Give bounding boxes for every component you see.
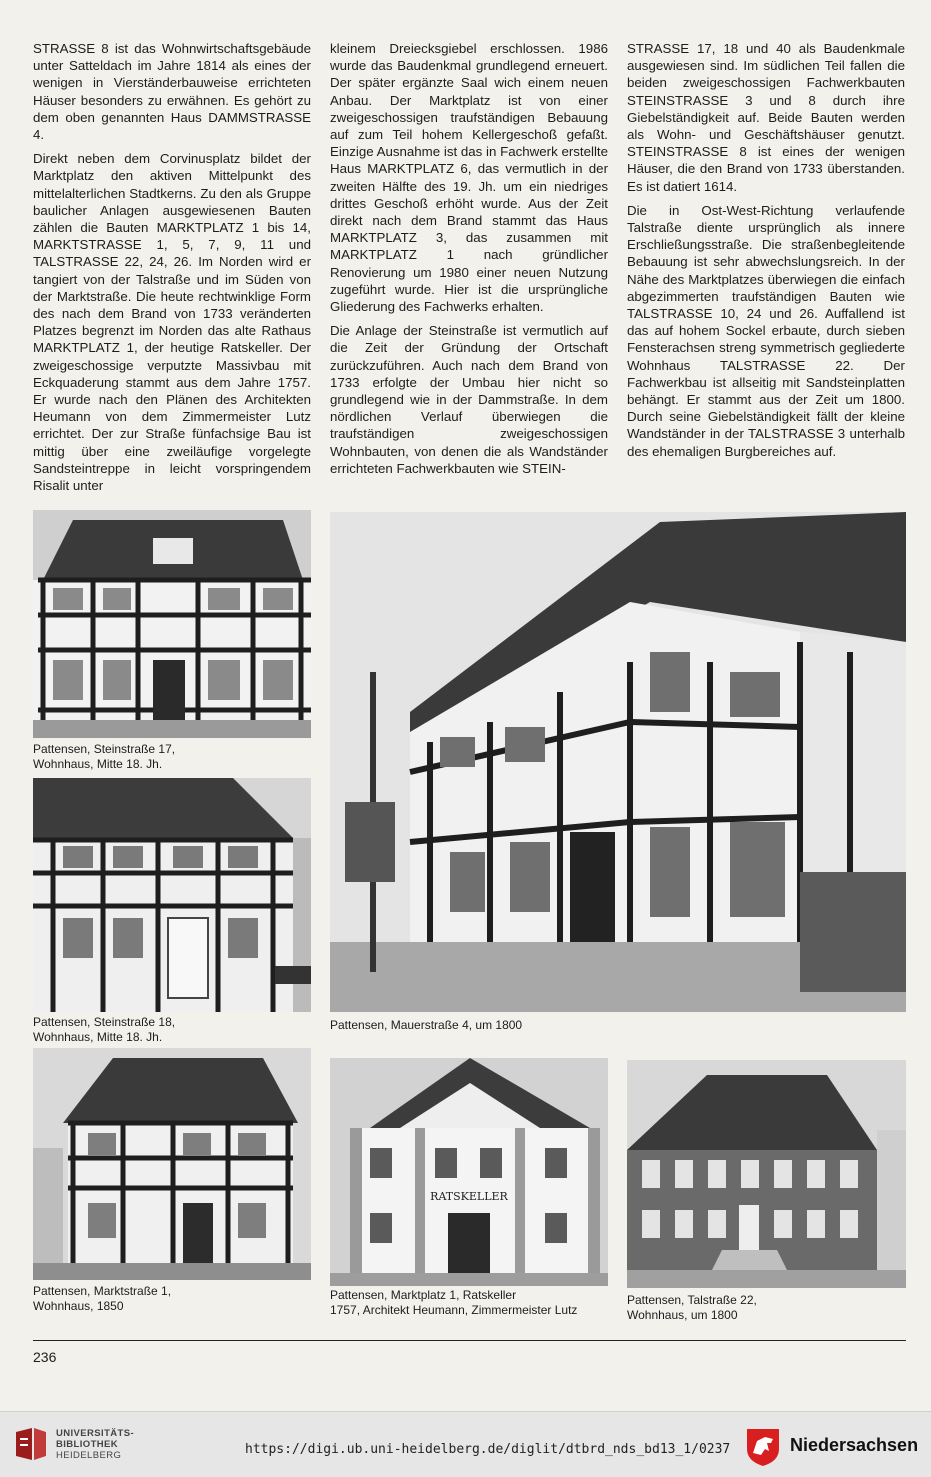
- caption-line: Pattensen, Steinstraße 17,: [33, 742, 176, 756]
- photo-talstrasse-22: [627, 1060, 906, 1288]
- caption-line: Wohnhaus, Mitte 18. Jh.: [33, 1029, 163, 1044]
- paragraph: Die Anlage der Steinstraße ist vermutlich auf die Zeit der Gründung der Ortschaft zurückzuführen. Auch nach dem Brand von 1733 erfolgte der Umbau hier nicht so grundlegend wie in der Dammstraße. In dem nördlichen Verlauf überwiegen die traufständigen zweigeschossigen Wohnbauten, von denen die als Wandständer errichteten Fachwerkbauten wie STEIN-: [330, 323, 608, 476]
- caption-steinstrasse-18: [33, 1015, 175, 1044]
- photo-marktstrasse-1: [33, 1048, 311, 1280]
- footer-rule: [33, 1340, 906, 1341]
- paragraph: kleinem Dreiecksgiebel erschlossen. 1986 wurde das Baudenkmal grundlegend erneuert. Der später ergänzte Saal wich einem neuen Anbau. Der Marktplatz ist von einer zweigeschossigen traufständigen Bebauung auf zum Teil hohem Kellergeschoß gefaßt. Einzige Ausnahme ist das in Fachwerk erstellte Haus MARKTPLATZ 6, das vermutlich in der zweiten Hälfte des 19. Jh. um ein niedriges drittes Geschoß erhöht wurde. Aus der Zeit direkt nach dem Brand stammt das Haus MARKTPLATZ 3, das zusammen mit MARKTPLATZ 1 nach gründlicher Renovierung um 1980 einer neuen Nutzung zugeführt wurde. Hier ist die ursprüngliche Gliederung des Fachwerks erhalten.: [330, 41, 608, 315]
- library-footer: [0, 1411, 931, 1477]
- library-name-line: BIBLIOTHEK: [56, 1439, 119, 1450]
- caption-marktstrasse-1: [33, 1284, 171, 1313]
- photo-steinstrasse-17: [33, 510, 311, 738]
- photo-steinstrasse-18: [33, 778, 311, 1012]
- caption-line: Pattensen, Talstraße 22,: [627, 1293, 757, 1307]
- page-number: 236: [33, 1349, 57, 1365]
- library-city: HEIDELBERG: [56, 1450, 122, 1461]
- paragraph: Die in Ost-West-Richtung verlaufende Talstraße diente ursprünglich als innere Erschließungsstraße. Die straßenbegleitende Bebauung ist sehr abwechslungsreich. In der Nähe des Marktplatzes überwiegen die einfach abgezimmerten traufständigen Bauten wie TALSTRASSE 10, 24 und 26. Auffallend ist das auf hohem Sockel erbaute, durch sieben Fensterachsen streng symmetrisch gegliederte Wohnhaus TALSTRASSE 22. Der Fachwerkbau ist allseitig mit Sandsteinplatten behängt. Er stammt aus der Zeit um 1800. Durch seine Giebelständigkeit fällt der kleine Wandständer in der TALSTRASSE 3 unterhalb des ehemaligen Burgbereiches auf.: [627, 202, 905, 459]
- photo-marktplatz-1-ratskeller: [330, 1058, 608, 1286]
- niedersachsen-coat-of-arms-icon: [745, 1427, 781, 1467]
- caption-line: Pattensen, Mauerstraße 4, um 1800: [330, 1018, 523, 1032]
- paragraph: STRASSE 8 ist das Wohnwirtschaftsgebäude unter Satteldach im Jahre 1814 als eines der wenigen in Vierständerbauweise errichteten Häuser besonders zu erwähnen. Es gehört zu dem oben genannten Haus DAMMSTRASSE 4.: [33, 41, 311, 143]
- library-name: [56, 1428, 134, 1461]
- caption-line: Pattensen, Marktstraße 1,: [33, 1284, 172, 1298]
- caption-line: Pattensen, Marktplatz 1, Ratskeller: [330, 1288, 517, 1302]
- caption-line: 1757, Architekt Heumann, Zimmermeister Lutz: [330, 1302, 578, 1317]
- text-column-2: [330, 40, 608, 484]
- caption-line: Pattensen, Steinstraße 18,: [33, 1015, 176, 1029]
- ratskeller-sign: RATSKELLER: [430, 1190, 508, 1203]
- paragraph: Direkt neben dem Corvinusplatz bildet der Marktplatz den aktiven Mittelpunkt des mittelalterlichen Stadtkerns. Zu den als Gruppe baulicher Anlagen ausgewiesenen Bauten zählen die Bauten MARKTPLATZ 1 bis 14, MARKTSTRASSE 1, 5, 7, 9, 11 und TALSTRASSE 22, 24, 26. Im Norden wird er tangiert von der Talstraße und im Süden von der Marktstraße. Die heute rechtwinklige Form des nach dem Brand von 1733 veränderten Platzes begrenzt im Norden das alte Rathaus MARKTPLATZ 1, der heutige Ratskeller. Der zweigeschossige verputzte Massivbau mit Eckquaderung stammt aus dem Jahre 1757. Er wurde nach den Plänen des Architekten Heumann von dem Zimmermeister Lutz errichtet. Der zur Straße fünfachsige Bau ist mittig über eine zweiläufige vorgelegte Sandsteintreppe in leicht vorspringendem Risalit unter: [33, 151, 311, 494]
- photo-mauerstrasse-4: [330, 512, 906, 1012]
- caption-line: Wohnhaus, 1850: [33, 1298, 124, 1313]
- text-column-1: [33, 40, 311, 501]
- university-library-logo-icon: [12, 1426, 50, 1464]
- document-url-link[interactable]: https://digi.ub.uni-heidelberg.de/diglit/dtbrd_nds_bd13_1/0237: [245, 1442, 731, 1457]
- region-name: Niedersachsen: [790, 1435, 919, 1455]
- library-name-line: UNIVERSITÄTS-: [56, 1428, 135, 1439]
- caption-steinstrasse-17: [33, 742, 175, 771]
- caption-talstrasse-22: [627, 1293, 757, 1322]
- caption-line: Wohnhaus, Mitte 18. Jh.: [33, 756, 163, 771]
- caption-marktplatz-1: [330, 1288, 577, 1317]
- paragraph: STRASSE 17, 18 und 40 als Baudenkmale ausgewiesen sind. Im südlichen Teil fallen die beiden zweigeschossigen Fachwerkbauten STEINSTRASSE 3 und 8 durch ihre Giebelständigkeit auf. Beide Bauten werden als Wohn- und Geschäftshäuser genutzt. STEINSTRASSE 8 ist eines der wenigen Häuser, die den Brand von 1733 überstanden. Es ist datiert 1614.: [627, 41, 905, 194]
- text-column-3: [627, 40, 905, 467]
- caption-mauerstrasse-4: [330, 1018, 522, 1033]
- caption-line: Wohnhaus, um 1800: [627, 1307, 738, 1322]
